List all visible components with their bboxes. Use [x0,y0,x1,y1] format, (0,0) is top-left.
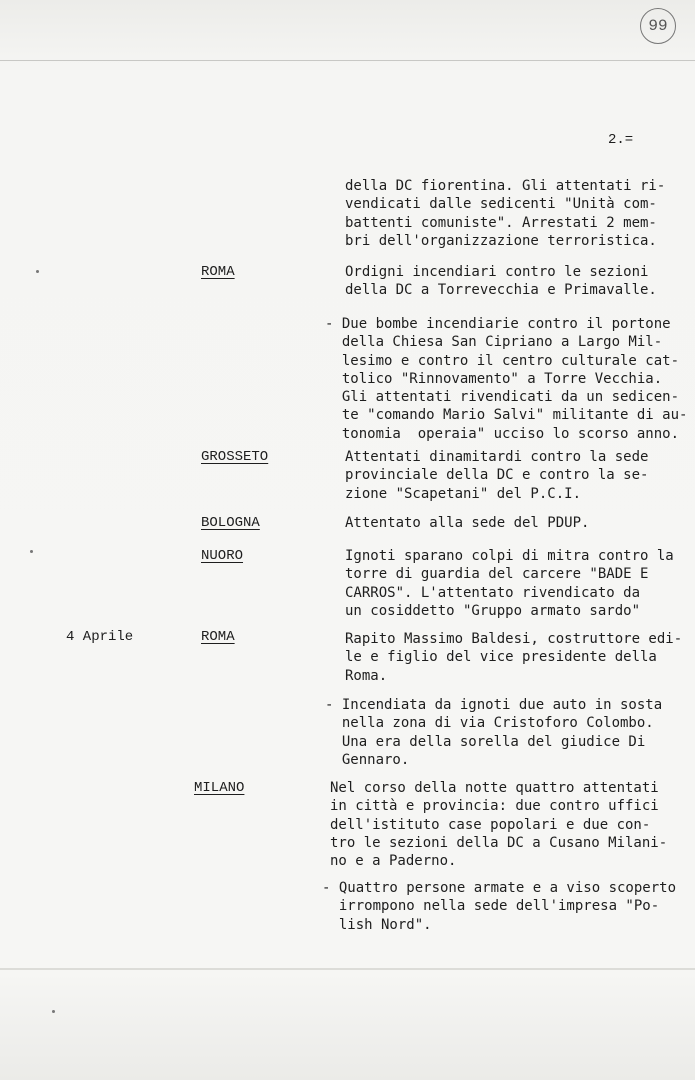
entry-text: - Quattro persone armate e a viso scoperto irrompono nella sede dell'impresa "Po- lish Nord". [322,880,677,933]
scan-speck [30,550,33,553]
entry-text: Attentato alla sede del PDUP. [345,515,590,531]
scan-speck [36,270,39,273]
entry-text: - Incendiata da ignoti due auto in sosta nella zona di via Cristoforo Colombo. Una era della sorella del giudice Di Gennaro. [325,697,663,768]
entry-text: Ignoti sparano colpi di mitra contro la torre di guardia del carcere "BADE E CARROS". L'attentato rivendicato da un cosiddetto "Gruppo armato sardo" [345,548,674,619]
page-number: 2.= [608,132,634,148]
entry-text: - Due bombe incendiarie contro il portone della Chiesa San Cipriano a Largo Mil- lesimo e contro il centro culturale cat- tolico "Rinnovamento" a Torre Vecchia. Gli attentati rivendicati da un sedicen- te "comando Mario Salvi" militante di au- tonomia operaia" ucciso lo scorso anno. [325,316,688,442]
bottom-scan-band [0,968,695,970]
entry-text: Rapito Massimo Baldesi, costruttore edi- le e figlio del vice presidente della Roma. [345,631,683,684]
entry-city: NUORO [201,548,244,564]
entry-city: BOLOGNA [201,515,260,531]
top-rule [0,60,695,61]
entry-city: ROMA [201,629,235,645]
entry-text: Ordigni incendiari contro le sezioni della DC a Torrevecchia e Primavalle. [345,264,657,299]
archive-stamp: 99 [640,8,676,44]
entry-text: Nel corso della notte quattro attentati in città e provincia: due contro uffici dell'istituto case popolari e due con- tro le sezioni della DC a Cusano Milani- no e a Paderno. [330,780,668,870]
entry-date: 4 Aprile [66,629,134,645]
entry-city: MILANO [194,780,245,796]
entry-text: della DC fiorentina. Gli attentati ri- vendicati dalle sedicenti "Unità com- battenti comuniste". Arrestati 2 mem- bri dell'organizzazione terroristica. [345,178,666,249]
entry-text: Attentati dinamitardi contro la sede provinciale della DC e contro la se- zione "Scapetani" del P.C.I. [345,449,649,502]
entry-city: ROMA [201,264,235,280]
scan-speck [52,1010,55,1013]
entry-city: GROSSETO [201,449,269,465]
